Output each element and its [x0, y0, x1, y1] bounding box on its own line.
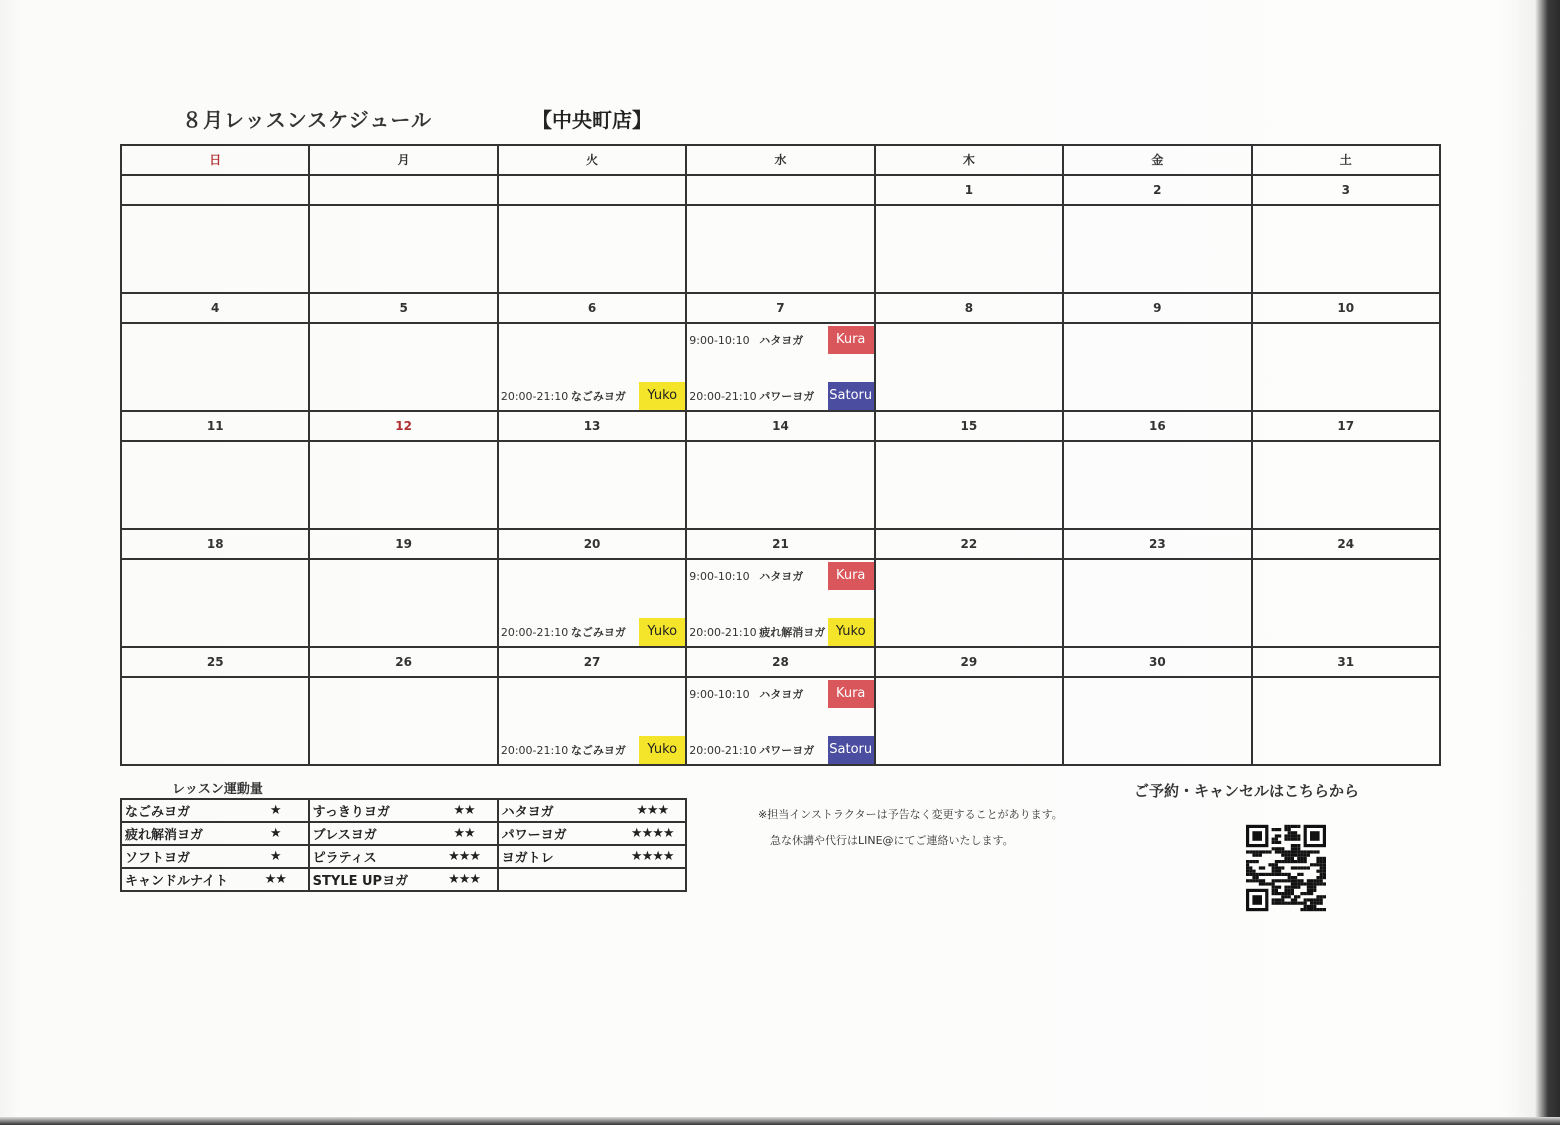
legend-stars: ★★★	[431, 845, 497, 868]
date-number: 30	[1064, 648, 1252, 676]
legend-title: レッスン運動量	[172, 782, 263, 797]
date-number: 15	[876, 412, 1064, 440]
date-number	[310, 176, 498, 204]
calendar-week	[122, 530, 1439, 648]
page-edge-shadow	[0, 1117, 1560, 1125]
instructor-badge: Yuko	[828, 618, 874, 646]
day-cell[interactable]	[1064, 206, 1252, 292]
date-number	[122, 176, 310, 204]
weekday-header-cell: 土	[1339, 153, 1352, 167]
lesson-time: 20:00-21:10	[500, 389, 569, 403]
legend-lesson-name: パワーヨガ	[498, 822, 620, 845]
day-cell[interactable]	[687, 678, 875, 764]
date-number: 7	[687, 294, 875, 322]
date-number: 12	[310, 412, 498, 440]
date-number: 19	[310, 530, 498, 558]
lesson-row	[122, 324, 1439, 410]
lesson-time: 20:00-21:10	[689, 625, 757, 639]
lesson-time: 20:00-21:10	[689, 743, 757, 757]
date-number: 11	[122, 412, 310, 440]
calendar-week	[122, 648, 1439, 764]
legend-stars: ★	[243, 822, 309, 845]
date-number: 13	[499, 412, 687, 440]
lesson-name: なごみヨガ	[570, 626, 626, 639]
date-number: 4	[122, 294, 310, 322]
day-cell[interactable]	[1064, 560, 1252, 646]
day-cell[interactable]	[499, 206, 687, 292]
day-cell[interactable]	[122, 206, 310, 292]
legend-stars: ★	[243, 799, 309, 822]
date-number: 24	[1337, 537, 1355, 551]
weekday-header-cell: 日	[122, 146, 310, 174]
legend-row	[121, 799, 686, 822]
date-number: 20	[499, 530, 687, 558]
date-number: 3	[1341, 183, 1350, 197]
qr-code-icon[interactable]	[1246, 824, 1326, 912]
date-number	[687, 176, 875, 204]
legend-stars: ★★★	[431, 868, 497, 891]
day-cell[interactable]	[1253, 324, 1439, 410]
lesson-name: なごみヨガ	[570, 744, 626, 757]
lesson-name: パワーヨガ	[759, 744, 815, 757]
date-number: 9	[1064, 294, 1252, 322]
lesson-entry[interactable]	[687, 562, 873, 590]
lesson-entry[interactable]	[687, 326, 873, 354]
legend-stars: ★★	[431, 822, 497, 845]
day-cell[interactable]	[499, 442, 687, 528]
legend-lesson-name: ブレスヨガ	[309, 822, 432, 845]
date-number: 16	[1064, 412, 1252, 440]
day-cell[interactable]	[310, 678, 498, 764]
date-number: 18	[122, 530, 310, 558]
day-cell[interactable]	[876, 206, 1064, 292]
instructor-badge: Kura	[828, 680, 874, 708]
lesson-entry[interactable]	[499, 736, 685, 764]
reservation-title: ご予約・キャンセルはこちらから	[1134, 782, 1360, 800]
calendar-week	[122, 412, 1439, 530]
date-number: 28	[687, 648, 875, 676]
day-cell[interactable]	[1064, 678, 1252, 764]
legend-stars: ★★	[243, 868, 309, 891]
lesson-name: ハタヨガ	[759, 334, 804, 347]
legend-lesson-name: ハタヨガ	[498, 799, 620, 822]
day-cell[interactable]	[122, 560, 310, 646]
date-number: 23	[1064, 530, 1252, 558]
legend-lesson-name: なごみヨガ	[121, 799, 243, 822]
day-cell[interactable]	[310, 560, 498, 646]
date-number: 29	[876, 648, 1064, 676]
legend-lesson-name: ピラティス	[309, 845, 432, 868]
day-cell[interactable]	[687, 324, 875, 410]
instructor-badge: Yuko	[639, 382, 685, 410]
date-number: 31	[1337, 655, 1355, 669]
date-number	[499, 176, 687, 204]
day-cell[interactable]	[310, 206, 498, 292]
day-cell[interactable]	[499, 324, 687, 410]
day-cell[interactable]	[687, 442, 875, 528]
notice-line-1: ※担当インストラクターは予告なく変更することがあります。	[758, 808, 1063, 821]
lesson-name: ハタヨガ	[759, 570, 804, 583]
store-name: 【中央町店】	[532, 108, 652, 132]
date-number: 5	[310, 294, 498, 322]
lesson-time: 9:00-10:10	[689, 333, 750, 347]
weekday-header-cell: 金	[1064, 146, 1252, 174]
legend-row	[121, 868, 686, 891]
date-row	[122, 176, 1439, 206]
weekday-header-cell: 木	[876, 146, 1064, 174]
day-cell[interactable]	[687, 206, 875, 292]
legend-lesson-name: STYLE UPヨガ	[309, 868, 432, 891]
day-cell[interactable]	[1253, 206, 1439, 292]
date-row	[122, 648, 1439, 678]
weekday-header-cell: 水	[687, 146, 875, 174]
notice	[758, 802, 1063, 854]
instructor-badge: Satoru	[828, 736, 874, 764]
lesson-row	[122, 206, 1439, 292]
lesson-time: 20:00-21:10	[500, 625, 569, 639]
weekday-header	[122, 146, 1439, 176]
date-number: 2	[1064, 176, 1252, 204]
legend-lesson-name: キャンドルナイト	[121, 868, 243, 891]
legend-row	[121, 845, 686, 868]
day-cell[interactable]	[310, 442, 498, 528]
date-number: 8	[876, 294, 1064, 322]
date-number: 6	[499, 294, 687, 322]
day-cell[interactable]	[876, 442, 1064, 528]
date-number: 10	[1337, 301, 1355, 315]
date-row	[122, 530, 1439, 560]
lesson-time: 9:00-10:10	[689, 687, 750, 701]
legend-row	[121, 822, 686, 845]
day-cell[interactable]	[122, 678, 310, 764]
day-cell[interactable]	[876, 678, 1064, 764]
legend-lesson-name: 疲れ解消ヨガ	[121, 822, 243, 845]
day-cell[interactable]	[499, 678, 687, 764]
calendar	[120, 144, 1441, 766]
page-title: ８月レッスンスケジュール	[182, 108, 432, 132]
lesson-time: 20:00-21:10	[689, 389, 757, 403]
date-number: 22	[876, 530, 1064, 558]
legend-lesson-name: すっきりヨガ	[309, 799, 432, 822]
instructor-badge: Yuko	[639, 618, 685, 646]
notice-line-2: 急な休講や代行はLINE@にてご連絡いたします。	[770, 834, 1014, 847]
instructor-badge: Satoru	[828, 382, 874, 410]
day-cell[interactable]	[499, 560, 687, 646]
lesson-name: 疲れ解消ヨガ	[759, 626, 826, 639]
calendar-week	[122, 176, 1439, 294]
day-cell[interactable]	[1253, 560, 1439, 646]
lesson-row	[122, 442, 1439, 528]
day-cell[interactable]	[1253, 442, 1439, 528]
instructor-badge: Yuko	[639, 736, 685, 764]
weekday-header-cell: 月	[310, 146, 498, 174]
legend-lesson-name	[498, 868, 620, 891]
weekday-header-cell: 火	[499, 146, 687, 174]
calendar-week	[122, 294, 1439, 412]
lesson-entry[interactable]	[499, 618, 685, 646]
lesson-entry[interactable]	[499, 382, 685, 410]
date-number: 26	[310, 648, 498, 676]
date-row	[122, 294, 1439, 324]
instructor-badge: Kura	[828, 562, 874, 590]
legend-stars: ★★	[431, 799, 497, 822]
day-cell[interactable]	[876, 324, 1064, 410]
legend-stars: ★★★	[619, 799, 686, 822]
lesson-entry[interactable]	[687, 736, 873, 764]
day-cell[interactable]	[687, 560, 875, 646]
day-cell[interactable]	[1064, 442, 1252, 528]
day-cell[interactable]	[1064, 324, 1252, 410]
day-cell[interactable]	[1253, 678, 1439, 764]
lesson-name: ハタヨガ	[759, 688, 804, 701]
date-number: 21	[687, 530, 875, 558]
day-cell[interactable]	[310, 324, 498, 410]
day-cell[interactable]	[876, 560, 1064, 646]
lesson-entry[interactable]	[687, 382, 873, 410]
date-number: 25	[122, 648, 310, 676]
lesson-entry[interactable]	[687, 618, 873, 646]
legend-stars: ★	[243, 845, 309, 868]
date-number: 27	[499, 648, 687, 676]
legend-stars	[619, 868, 686, 891]
lesson-row	[122, 560, 1439, 646]
lesson-row	[122, 678, 1439, 764]
date-row	[122, 412, 1439, 442]
lesson-time: 9:00-10:10	[689, 569, 750, 583]
instructor-badge: Kura	[828, 326, 874, 354]
legend-lesson-name: ソフトヨガ	[121, 845, 243, 868]
day-cell[interactable]	[122, 324, 310, 410]
legend-lesson-name: ヨガトレ	[498, 845, 620, 868]
date-number: 17	[1337, 419, 1355, 433]
lesson-name: なごみヨガ	[570, 390, 626, 403]
legend-stars: ★★★★	[619, 845, 686, 868]
day-cell[interactable]	[122, 442, 310, 528]
date-number: 14	[687, 412, 875, 440]
lesson-name: パワーヨガ	[759, 390, 815, 403]
date-number: 1	[876, 176, 1064, 204]
lesson-entry[interactable]	[687, 680, 873, 708]
legend-stars: ★★★★	[619, 822, 686, 845]
intensity-legend	[120, 798, 687, 892]
lesson-time: 20:00-21:10	[500, 743, 569, 757]
